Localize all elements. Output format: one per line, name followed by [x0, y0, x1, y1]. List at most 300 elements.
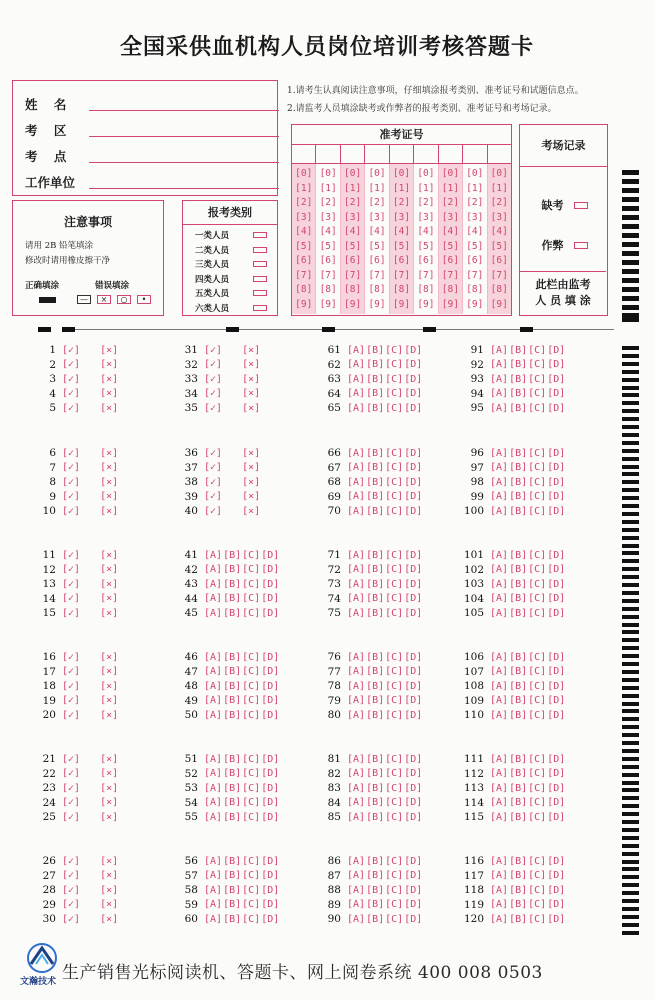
answer-bubble[interactable]: [D]	[547, 753, 566, 765]
answer-bubble[interactable]: [A]	[347, 388, 366, 399]
answer-bubble[interactable]: [C]	[385, 388, 404, 399]
answer-bubble[interactable]: [D]	[404, 768, 423, 779]
answer-bubble[interactable]: [A]	[347, 402, 366, 414]
answer-bubble[interactable]: [A]	[204, 564, 223, 575]
answer-bubble[interactable]: [D]	[547, 373, 566, 385]
answer-bubble[interactable]: [B]	[509, 402, 528, 414]
answer-bubble[interactable]: [×]	[100, 505, 119, 517]
answer-bubble[interactable]: [A]	[490, 476, 509, 488]
answer-bubble[interactable]: [C]	[528, 402, 547, 414]
answer-bubble[interactable]: [B]	[366, 855, 385, 867]
answer-bubble[interactable]: [D]	[547, 462, 566, 473]
answer-bubble[interactable]: [✓]	[62, 651, 81, 663]
digit-bubble[interactable]: [6]	[417, 255, 435, 267]
answer-bubble[interactable]: [B]	[366, 462, 385, 473]
digit-bubble[interactable]: [3]	[490, 211, 508, 223]
answer-bubble[interactable]: [D]	[547, 402, 566, 414]
answer-bubble[interactable]: [✓]	[62, 695, 81, 706]
answer-bubble[interactable]: [D]	[404, 447, 423, 459]
answer-bubble[interactable]: [✓]	[62, 709, 81, 721]
answer-bubble[interactable]: [C]	[528, 870, 547, 881]
answer-bubble[interactable]: [D]	[547, 913, 566, 925]
answer-bubble[interactable]: [A]	[347, 491, 366, 502]
answer-bubble[interactable]: [D]	[547, 782, 566, 794]
answer-bubble[interactable]: [✓]	[62, 549, 81, 561]
digit-bubble[interactable]: [7]	[295, 269, 313, 281]
answer-bubble[interactable]: [D]	[547, 359, 566, 370]
answer-bubble[interactable]: [✓]	[204, 373, 223, 385]
answer-bubble[interactable]: [D]	[547, 855, 566, 867]
answer-bubble[interactable]: [D]	[404, 593, 423, 604]
answer-bubble[interactable]: [✓]	[62, 388, 81, 399]
answer-bubble[interactable]: [A]	[490, 899, 509, 910]
answer-bubble[interactable]: [×]	[100, 578, 119, 590]
answer-bubble[interactable]: [A]	[347, 753, 366, 765]
answer-bubble[interactable]: [D]	[404, 491, 423, 502]
answer-bubble[interactable]: [B]	[223, 913, 242, 925]
answer-bubble[interactable]: [×]	[100, 491, 119, 502]
answer-bubble[interactable]: [✓]	[204, 476, 223, 488]
answer-bubble[interactable]: [B]	[223, 607, 242, 619]
answer-bubble[interactable]: [B]	[509, 884, 528, 896]
answer-bubble[interactable]: [A]	[204, 593, 223, 604]
answer-bubble[interactable]: [D]	[261, 578, 280, 590]
digit-bubble[interactable]: [1]	[417, 182, 435, 194]
answer-bubble[interactable]: [B]	[223, 768, 242, 779]
digit-bubble[interactable]: [2]	[368, 197, 386, 209]
answer-bubble[interactable]: [B]	[366, 651, 385, 663]
answer-bubble[interactable]: [B]	[509, 359, 528, 370]
digit-bubble[interactable]: [2]	[392, 197, 411, 209]
answer-bubble[interactable]: [B]	[509, 680, 528, 692]
answer-bubble[interactable]: [C]	[242, 666, 261, 677]
digit-bubble[interactable]: [2]	[319, 197, 337, 209]
digit-bubble[interactable]: [0]	[368, 168, 386, 179]
answer-bubble[interactable]: [×]	[242, 373, 261, 385]
answer-bubble[interactable]: [C]	[385, 870, 404, 881]
answer-bubble[interactable]: [A]	[347, 899, 366, 910]
digit-bubble[interactable]: [3]	[319, 211, 337, 223]
answer-bubble[interactable]: [A]	[490, 505, 509, 517]
answer-bubble[interactable]: [A]	[347, 666, 366, 677]
answer-bubble[interactable]: [C]	[385, 651, 404, 663]
answer-bubble[interactable]: [C]	[528, 913, 547, 925]
answer-bubble[interactable]: [D]	[547, 709, 566, 721]
answer-bubble[interactable]: [B]	[366, 344, 385, 356]
answer-bubble[interactable]: [A]	[490, 402, 509, 414]
answer-bubble[interactable]: [A]	[204, 913, 223, 925]
answer-bubble[interactable]: [D]	[547, 607, 566, 619]
answer-bubble[interactable]: [C]	[385, 666, 404, 677]
answer-bubble[interactable]: [D]	[404, 564, 423, 575]
answer-bubble[interactable]: [B]	[509, 899, 528, 910]
answer-bubble[interactable]: [B]	[509, 913, 528, 925]
answer-bubble[interactable]: [C]	[385, 578, 404, 590]
answer-bubble[interactable]: [C]	[385, 884, 404, 896]
answer-bubble[interactable]: [C]	[528, 447, 547, 459]
answer-bubble[interactable]: [✓]	[204, 462, 223, 473]
digit-bubble[interactable]: [4]	[344, 226, 362, 238]
answer-bubble[interactable]: [✓]	[204, 447, 223, 459]
answer-bubble[interactable]: [✓]	[62, 578, 81, 590]
answer-bubble[interactable]: [D]	[261, 797, 280, 808]
answer-bubble[interactable]: [×]	[100, 373, 119, 385]
answer-bubble[interactable]: [D]	[547, 593, 566, 604]
answer-bubble[interactable]: [✓]	[204, 402, 223, 414]
digit-bubble[interactable]: [5]	[441, 240, 459, 252]
answer-bubble[interactable]: [D]	[547, 899, 566, 910]
answer-bubble[interactable]: [A]	[490, 753, 509, 765]
answer-bubble[interactable]: [×]	[242, 462, 261, 473]
answer-bubble[interactable]: [C]	[385, 564, 404, 575]
answer-bubble[interactable]: [A]	[347, 768, 366, 779]
answer-bubble[interactable]: [A]	[204, 768, 223, 779]
digit-bubble[interactable]: [8]	[368, 284, 386, 296]
answer-bubble[interactable]: [A]	[490, 768, 509, 779]
digit-bubble[interactable]: [6]	[441, 255, 459, 267]
answer-bubble[interactable]: [×]	[100, 855, 119, 867]
answer-bubble[interactable]: [C]	[242, 651, 261, 663]
category-bubble[interactable]	[253, 232, 267, 238]
answer-bubble[interactable]: [B]	[366, 797, 385, 808]
exam-number-write-cell[interactable]	[341, 145, 365, 163]
answer-bubble[interactable]: [B]	[366, 899, 385, 910]
answer-bubble[interactable]: [C]	[242, 768, 261, 779]
answer-bubble[interactable]: [C]	[528, 578, 547, 590]
answer-bubble[interactable]: [C]	[242, 913, 261, 925]
answer-bubble[interactable]: [D]	[547, 666, 566, 677]
answer-bubble[interactable]: [B]	[223, 797, 242, 808]
answer-bubble[interactable]: [D]	[547, 564, 566, 575]
answer-bubble[interactable]: [×]	[100, 870, 119, 881]
answer-bubble[interactable]: [B]	[509, 447, 528, 459]
answer-bubble[interactable]: [D]	[261, 695, 280, 706]
answer-bubble[interactable]: [C]	[528, 753, 547, 765]
answer-bubble[interactable]: [✓]	[62, 359, 81, 370]
answer-bubble[interactable]: [B]	[223, 855, 242, 867]
answer-bubble[interactable]: [✓]	[62, 855, 81, 867]
answer-bubble[interactable]: [×]	[242, 388, 261, 399]
answer-bubble[interactable]: [✓]	[62, 680, 81, 692]
answer-bubble[interactable]: [B]	[509, 782, 528, 794]
answer-bubble[interactable]: [C]	[242, 564, 261, 575]
answer-bubble[interactable]: [A]	[347, 651, 366, 663]
answer-bubble[interactable]: [A]	[204, 870, 223, 881]
answer-bubble[interactable]: [A]	[347, 884, 366, 896]
answer-bubble[interactable]: [C]	[528, 811, 547, 823]
digit-bubble[interactable]: [8]	[392, 284, 411, 296]
answer-bubble[interactable]: [D]	[261, 549, 280, 561]
answer-bubble[interactable]: [A]	[490, 462, 509, 473]
answer-bubble[interactable]: [D]	[404, 797, 423, 808]
answer-bubble[interactable]: [C]	[385, 462, 404, 473]
digit-bubble[interactable]: [9]	[368, 298, 386, 310]
answer-bubble[interactable]: [B]	[509, 695, 528, 706]
digit-bubble[interactable]: [7]	[490, 269, 508, 281]
digit-bubble[interactable]: [4]	[295, 226, 313, 238]
answer-bubble[interactable]: [A]	[347, 913, 366, 925]
answer-bubble[interactable]: [D]	[261, 782, 280, 794]
digit-bubble[interactable]: [1]	[344, 182, 362, 194]
digit-bubble[interactable]: [8]	[344, 284, 362, 296]
answer-bubble[interactable]: [A]	[347, 797, 366, 808]
answer-bubble[interactable]: [D]	[547, 695, 566, 706]
answer-bubble[interactable]: [A]	[490, 578, 509, 590]
answer-bubble[interactable]: [B]	[509, 855, 528, 867]
answer-bubble[interactable]: [A]	[204, 899, 223, 910]
answer-bubble[interactable]: [B]	[366, 782, 385, 794]
digit-bubble[interactable]: [6]	[392, 255, 411, 267]
answer-bubble[interactable]: [B]	[223, 680, 242, 692]
answer-bubble[interactable]: [A]	[490, 666, 509, 677]
answer-bubble[interactable]: [D]	[404, 855, 423, 867]
region-field[interactable]	[89, 136, 279, 137]
answer-bubble[interactable]: [B]	[223, 870, 242, 881]
answer-bubble[interactable]: [D]	[547, 680, 566, 692]
digit-bubble[interactable]: [0]	[344, 168, 362, 179]
answer-bubble[interactable]: [C]	[528, 388, 547, 399]
exam-number-write-cell[interactable]	[292, 145, 316, 163]
answer-bubble[interactable]: [C]	[385, 855, 404, 867]
answer-bubble[interactable]: [B]	[509, 797, 528, 808]
answer-bubble[interactable]: [✓]	[62, 462, 81, 473]
answer-bubble[interactable]: [✓]	[62, 768, 81, 779]
answer-bubble[interactable]: [B]	[509, 505, 528, 517]
digit-bubble[interactable]: [9]	[319, 298, 337, 310]
answer-bubble[interactable]: [A]	[204, 549, 223, 561]
answer-bubble[interactable]: [A]	[490, 695, 509, 706]
answer-bubble[interactable]: [D]	[261, 753, 280, 765]
answer-bubble[interactable]: [D]	[261, 666, 280, 677]
answer-bubble[interactable]: [B]	[366, 593, 385, 604]
answer-bubble[interactable]: [A]	[347, 811, 366, 823]
digit-bubble[interactable]: [5]	[417, 240, 435, 252]
answer-bubble[interactable]: [D]	[261, 884, 280, 896]
answer-bubble[interactable]: [A]	[204, 607, 223, 619]
answer-bubble[interactable]: [C]	[242, 549, 261, 561]
answer-bubble[interactable]: [×]	[100, 797, 119, 808]
answer-bubble[interactable]: [A]	[347, 870, 366, 881]
cheat-bubble[interactable]	[574, 242, 588, 249]
digit-bubble[interactable]: [6]	[490, 255, 508, 267]
answer-bubble[interactable]: [C]	[242, 899, 261, 910]
answer-bubble[interactable]: [×]	[242, 476, 261, 488]
answer-bubble[interactable]: [D]	[547, 797, 566, 808]
answer-bubble[interactable]: [✓]	[204, 505, 223, 517]
answer-bubble[interactable]: [A]	[347, 855, 366, 867]
answer-bubble[interactable]: [B]	[509, 462, 528, 473]
answer-bubble[interactable]: [A]	[347, 680, 366, 692]
answer-bubble[interactable]: [D]	[404, 549, 423, 561]
category-bubble[interactable]	[253, 247, 267, 253]
digit-bubble[interactable]: [9]	[441, 298, 459, 310]
answer-bubble[interactable]: [A]	[204, 811, 223, 823]
answer-bubble[interactable]: [C]	[385, 476, 404, 488]
answer-bubble[interactable]: [C]	[528, 709, 547, 721]
answer-bubble[interactable]: [B]	[366, 359, 385, 370]
answer-bubble[interactable]: [A]	[490, 651, 509, 663]
answer-bubble[interactable]: [C]	[528, 373, 547, 385]
answer-bubble[interactable]: [B]	[509, 388, 528, 399]
answer-bubble[interactable]: [✓]	[62, 797, 81, 808]
digit-bubble[interactable]: [9]	[490, 298, 508, 310]
answer-bubble[interactable]: [×]	[100, 476, 119, 488]
answer-bubble[interactable]: [C]	[242, 695, 261, 706]
digit-bubble[interactable]: [2]	[295, 197, 313, 209]
digit-bubble[interactable]: [8]	[490, 284, 508, 296]
digit-bubble[interactable]: [1]	[368, 182, 386, 194]
answer-bubble[interactable]: [B]	[366, 753, 385, 765]
answer-bubble[interactable]: [A]	[490, 709, 509, 721]
digit-bubble[interactable]: [2]	[441, 197, 459, 209]
digit-bubble[interactable]: [0]	[319, 168, 337, 179]
digit-bubble[interactable]: [3]	[392, 211, 411, 223]
answer-bubble[interactable]: [D]	[404, 913, 423, 925]
answer-bubble[interactable]: [B]	[509, 870, 528, 881]
digit-bubble[interactable]: [1]	[392, 182, 411, 194]
answer-bubble[interactable]: [A]	[204, 651, 223, 663]
answer-bubble[interactable]: [B]	[509, 666, 528, 677]
answer-bubble[interactable]: [A]	[347, 359, 366, 370]
answer-bubble[interactable]: [A]	[204, 695, 223, 706]
answer-bubble[interactable]: [✓]	[62, 899, 81, 910]
answer-bubble[interactable]: [D]	[404, 359, 423, 370]
answer-bubble[interactable]: [C]	[242, 811, 261, 823]
digit-bubble[interactable]: [7]	[441, 269, 459, 281]
answer-bubble[interactable]: [C]	[385, 753, 404, 765]
answer-bubble[interactable]: [C]	[242, 753, 261, 765]
answer-bubble[interactable]: [D]	[261, 593, 280, 604]
answer-bubble[interactable]: [A]	[347, 695, 366, 706]
answer-bubble[interactable]: [✓]	[62, 402, 81, 414]
answer-bubble[interactable]: [D]	[404, 695, 423, 706]
answer-bubble[interactable]: [D]	[261, 607, 280, 619]
answer-bubble[interactable]: [C]	[385, 695, 404, 706]
answer-bubble[interactable]: [D]	[404, 578, 423, 590]
answer-bubble[interactable]: [C]	[385, 680, 404, 692]
exam-number-write-cell[interactable]	[439, 145, 463, 163]
answer-bubble[interactable]: [×]	[100, 899, 119, 910]
absent-bubble[interactable]	[574, 202, 588, 209]
answer-bubble[interactable]: [✓]	[62, 447, 81, 459]
digit-bubble[interactable]: [6]	[466, 255, 484, 267]
answer-bubble[interactable]: [D]	[404, 870, 423, 881]
answer-bubble[interactable]: [A]	[204, 666, 223, 677]
answer-bubble[interactable]: [D]	[404, 884, 423, 896]
answer-bubble[interactable]: [C]	[528, 695, 547, 706]
digit-bubble[interactable]: [8]	[466, 284, 484, 296]
digit-bubble[interactable]: [3]	[466, 211, 484, 223]
answer-bubble[interactable]: [B]	[366, 373, 385, 385]
answer-bubble[interactable]: [×]	[100, 402, 119, 414]
answer-bubble[interactable]: [D]	[404, 651, 423, 663]
answer-bubble[interactable]: [D]	[404, 462, 423, 473]
answer-bubble[interactable]: [B]	[366, 870, 385, 881]
answer-bubble[interactable]: [D]	[261, 680, 280, 692]
digit-bubble[interactable]: [4]	[368, 226, 386, 238]
answer-bubble[interactable]: [D]	[404, 344, 423, 356]
answer-bubble[interactable]: [A]	[347, 607, 366, 619]
answer-bubble[interactable]: [D]	[261, 870, 280, 881]
answer-bubble[interactable]: [✓]	[204, 344, 223, 356]
answer-bubble[interactable]: [C]	[528, 505, 547, 517]
digit-bubble[interactable]: [3]	[417, 211, 435, 223]
answer-bubble[interactable]: [A]	[490, 913, 509, 925]
answer-bubble[interactable]: [B]	[366, 578, 385, 590]
digit-bubble[interactable]: [4]	[490, 226, 508, 238]
answer-bubble[interactable]: [A]	[490, 811, 509, 823]
answer-bubble[interactable]: [B]	[509, 491, 528, 502]
digit-bubble[interactable]: [3]	[441, 211, 459, 223]
answer-bubble[interactable]: [B]	[366, 913, 385, 925]
digit-bubble[interactable]: [9]	[295, 298, 313, 310]
digit-bubble[interactable]: [5]	[490, 240, 508, 252]
answer-bubble[interactable]: [✓]	[62, 913, 81, 925]
answer-bubble[interactable]: [C]	[242, 884, 261, 896]
digit-bubble[interactable]: [4]	[417, 226, 435, 238]
answer-bubble[interactable]: [B]	[366, 388, 385, 399]
digit-bubble[interactable]: [1]	[295, 182, 313, 194]
answer-bubble[interactable]: [C]	[385, 505, 404, 517]
answer-bubble[interactable]: [✓]	[62, 564, 81, 575]
answer-bubble[interactable]: [B]	[223, 564, 242, 575]
answer-bubble[interactable]: [B]	[366, 709, 385, 721]
digit-bubble[interactable]: [9]	[344, 298, 362, 310]
answer-bubble[interactable]: [C]	[528, 564, 547, 575]
digit-bubble[interactable]: [6]	[319, 255, 337, 267]
answer-bubble[interactable]: [×]	[100, 709, 119, 721]
answer-bubble[interactable]: [A]	[204, 680, 223, 692]
answer-bubble[interactable]: [×]	[242, 447, 261, 459]
answer-bubble[interactable]: [C]	[385, 373, 404, 385]
answer-bubble[interactable]: [A]	[490, 870, 509, 881]
answer-bubble[interactable]: [B]	[509, 476, 528, 488]
answer-bubble[interactable]: [A]	[347, 476, 366, 488]
answer-bubble[interactable]: [B]	[223, 578, 242, 590]
answer-bubble[interactable]: [C]	[385, 768, 404, 779]
answer-bubble[interactable]: [C]	[528, 359, 547, 370]
answer-bubble[interactable]: [B]	[509, 593, 528, 604]
digit-bubble[interactable]: [2]	[417, 197, 435, 209]
answer-bubble[interactable]: [D]	[547, 549, 566, 561]
answer-bubble[interactable]: [D]	[261, 651, 280, 663]
answer-bubble[interactable]: [B]	[366, 768, 385, 779]
exam-number-write-cell[interactable]	[390, 145, 414, 163]
digit-bubble[interactable]: [6]	[295, 255, 313, 267]
answer-bubble[interactable]: [✓]	[62, 666, 81, 677]
answer-bubble[interactable]: [B]	[509, 753, 528, 765]
answer-bubble[interactable]: [D]	[547, 768, 566, 779]
answer-bubble[interactable]: [C]	[242, 578, 261, 590]
digit-bubble[interactable]: [6]	[344, 255, 362, 267]
name-field[interactable]	[89, 110, 279, 111]
answer-bubble[interactable]: [A]	[347, 549, 366, 561]
answer-bubble[interactable]: [×]	[100, 753, 119, 765]
answer-bubble[interactable]: [D]	[547, 388, 566, 399]
answer-bubble[interactable]: [D]	[404, 680, 423, 692]
answer-bubble[interactable]: [×]	[242, 402, 261, 414]
answer-bubble[interactable]: [B]	[509, 578, 528, 590]
answer-bubble[interactable]: [A]	[490, 447, 509, 459]
digit-bubble[interactable]: [8]	[441, 284, 459, 296]
answer-bubble[interactable]: [×]	[100, 462, 119, 473]
answer-bubble[interactable]: [B]	[223, 593, 242, 604]
digit-bubble[interactable]: [1]	[466, 182, 484, 194]
answer-bubble[interactable]: [B]	[223, 695, 242, 706]
digit-bubble[interactable]: [3]	[344, 211, 362, 223]
answer-bubble[interactable]: [A]	[347, 709, 366, 721]
answer-bubble[interactable]: [C]	[528, 666, 547, 677]
